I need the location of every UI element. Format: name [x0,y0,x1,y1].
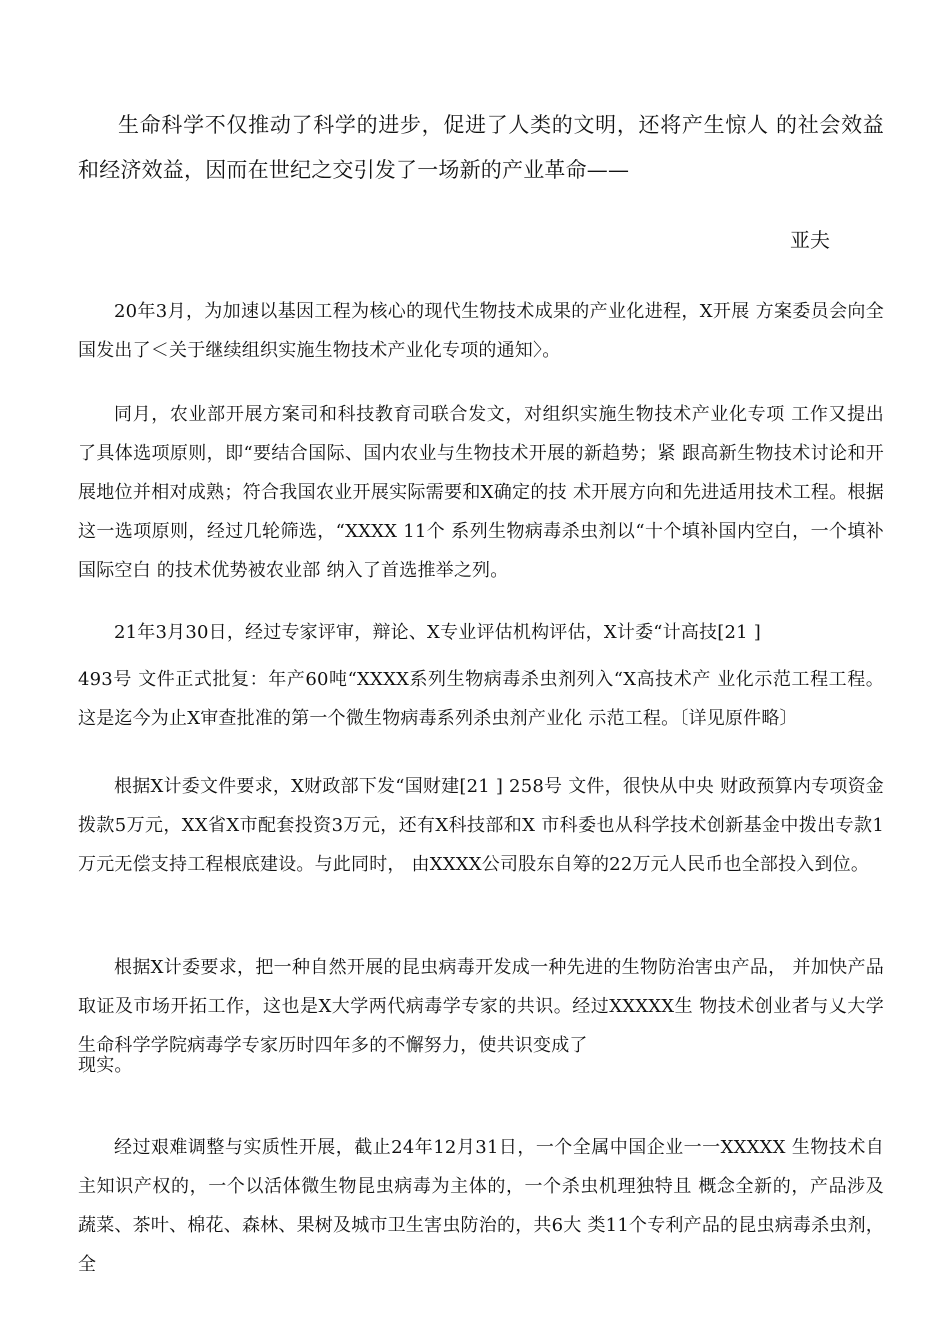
quote-author: 亚夫 [790,228,830,252]
paragraph-2: 同月，农业部开展方案司和科技教育司联合发文，对组织实施生物技术产业化专项 工作又提出了具体选项原则，即“要结合国际、国内农业与生物技术开展的新趋势；紧 跟高新生物技术讨论和开展地位并相对成熟；符合我国农业开展实际需要和X确定的技 术开展方向和先进适用技术工程。根据这一选项原则，经过几轮筛选，“XXXX 11个 系列生物病毒杀虫剂以“十个填补国内空白，一个填补国际空白 的技术优势被农业部 纳入了首选推举之列。 [78,404,884,581]
paragraph-4: 493号 文件正式批复：年产60吨“XXXX系列生物病毒杀虫剂列入“X高技术产 业化示范工程工程。这是迄今为止X审查批准的第一个微生物病毒系列杀虫剂产业化 示范工程。〔详见原件略〕 [78,669,884,729]
opening-quote: 生命科学不仅推动了科学的进步，促进了人类的文明，还将产生惊人 的社会效益和经济效益，因而在世纪之交引发了一场新的产业革命—— [78,113,884,182]
paragraph-1: 20年3月，为加速以基因工程为核心的现代生物技术成果的产业化进程，X开展 方案委员会向全国发出了＜关于继续组织实施生物技术产业化专项的通知〉。 [78,301,884,361]
paragraph-3: 21年3月30日，经过专家评审，辩论、X专业评估机构评估，X计委“计高技[21 ] [114,622,761,643]
paragraph-5: 根据X计委文件要求，X财政部下发“国财建[21 ] 258号 文件，很快从中央 财政预算内专项资金拨款5万元，XX省X市配套投资3万元，还有X科技部和X 市科委也从科学技术创新基金中拨出专款1万元无偿支持工程根底建设。与此同时， 由XXXX公司股东自筹的22万元人民币也全部投入到位。 [78,776,884,875]
paragraph-8: 经过艰难调整与实质性开展，截止24年12月31日，一个全属中国企业一一XXXXX 生物技术自主知识产权的，一个以活体微生物昆虫病毒为主体的，一个杀虫机理独特且 概念全新的，产品涉及蔬菜、茶叶、棉花、森林、果树及城市卫生害虫防治的，共6大 类11个专利产品的昆虫病毒杀虫剂，全 [78,1137,884,1275]
paragraph-6: 根据X计委要求，把一种自然开展的昆虫病毒开发成一种先进的生物防治害虫产品， 并加快产品取证及市场开拓工作，这也是X大学两代病毒学专家的共识。经过XXXXX生 物技术创业者与乂大学生命科学学院病毒学专家历时四年多的不懈努力，使共识变成了 [78,957,884,1056]
paragraph-7: 现实。 [78,1055,133,1076]
